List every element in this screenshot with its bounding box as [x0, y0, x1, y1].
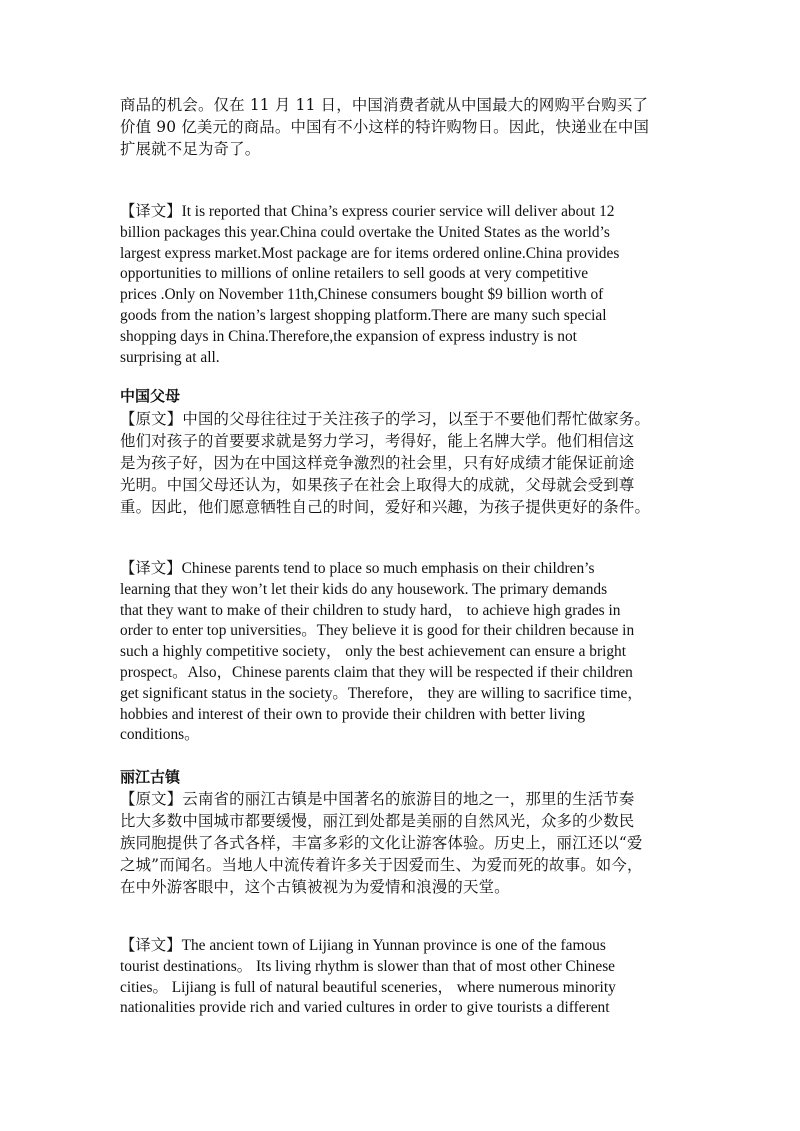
paragraph-line: 是为孩子好，因为在中国这样竞争激烈的社会里，只有好成绩才能保证前途 [120, 454, 635, 472]
paragraph-line: get significant status in the society。Therefore， they are willing to sacrifice time， [120, 684, 643, 702]
paragraph-line: goods from the nation’s largest shopping platform.There are many such special [120, 306, 607, 324]
paragraph-line: 商品的机会。仅在 11 月 11 日，中国消费者就从中国最大的网购平台购买了 [120, 96, 649, 114]
paragraph-line: 价值 90 亿美元的商品。中国有不小这样的特许购物日。因此，快递业在中国 [120, 118, 650, 136]
paragraph-line: hobbies and interest of their own to provide their children with better living [120, 705, 586, 723]
lijiang-translation [120, 936, 680, 1019]
paragraph-line: largest express market.Most package are for items ordered online.China provides [120, 244, 620, 262]
paragraph-line: 【译文】It is reported that China’s express courier service will deliver about 12 [120, 203, 615, 220]
paragraph-line: 在中外游客眼中，这个古镇被视为为爱情和浪漫的天堂。 [120, 878, 510, 896]
paragraph-line: nationalities provide rich and varied cultures in order to give tourists a different [120, 999, 610, 1017]
paragraph-line: surprising at all. [120, 348, 220, 366]
paragraph-line: 光明。中国父母还认为，如果孩子在社会上取得大的成就，父母就会受到尊 [120, 476, 635, 494]
paragraph-line: 族同胞提供了各式各样，丰富多彩的文化让游客体验。历史上，丽江还以“爱 [120, 834, 643, 852]
express-translation [120, 202, 680, 368]
paragraph-line: opportunities to millions of online retailers to sell goods at very competitive [120, 265, 589, 283]
paragraph-line: prices .Only on November 11th,Chinese consumers bought $9 billion worth of [120, 286, 604, 304]
paragraph-line: tourist destinations。 Its living rhythm is slower than that of most other Chinese [120, 957, 616, 975]
paragraph-line: learning that they won’t let their kids do any housework. The primary demands [120, 580, 608, 598]
paragraph-line: 【译文】Chinese parents tend to place so much emphasis on their children’s [120, 560, 595, 577]
paragraph-line: 重。因此，他们愿意牺牲自己的时间，爱好和兴趣，为孩子提供更好的条件。 [120, 498, 651, 516]
paragraph-line: 【译文】The ancient town of Lijiang in Yunnan province is one of the famous [120, 937, 606, 954]
paragraph-line: 【原文】云南省的丽江古镇是中国著名的旅游目的地之一，那里的生活节奏 [120, 790, 635, 808]
express-original-text [120, 94, 680, 160]
paragraph-line: conditions。 [120, 726, 200, 744]
paragraph-line: 比大多数中国城市都要缓慢，丽江到处都是美丽的自然风光，众多的少数民 [120, 812, 635, 830]
paragraph-line: shopping days in China.Therefore,the expansion of express industry is not [120, 327, 577, 345]
paragraph-line: 他们对孩子的首要要求就是努力学习，考得好，能上名牌大学。他们相信这 [120, 432, 635, 450]
paragraph-line: 扩展就不足为奇了。 [120, 140, 261, 158]
parents-original-text [120, 408, 680, 518]
paragraph-line: 之城”而闻名。当地人中流传着许多关于因爱而生、为爱而死的故事。如今， [120, 856, 643, 874]
section-heading: 丽江古镇 [120, 768, 181, 786]
lijiang-original-text [120, 788, 680, 898]
section-heading: 中国父母 [120, 387, 181, 405]
paragraph-line: prospect。Also，Chinese parents claim that they will be respected if their children [120, 663, 633, 681]
paragraph-line: cities。 Lijiang is full of natural beautiful sceneries， where numerous minority [120, 978, 616, 996]
paragraph-line: that they want to make of their children to study hard， to achieve high grades in [120, 601, 621, 619]
paragraph-line: such a highly competitive society， only the best achievement can ensure a bright [120, 643, 627, 661]
paragraph-line: billion packages this year.China could overtake the United States as the world’s [120, 223, 610, 241]
parents-translation [120, 559, 680, 746]
paragraph-line: 【原文】中国的父母往往过于关注孩子的学习，以至于不要他们帮忙做家务。 [120, 410, 651, 428]
paragraph-line: order to enter top universities。They believe it is good for their children because in [120, 622, 635, 640]
